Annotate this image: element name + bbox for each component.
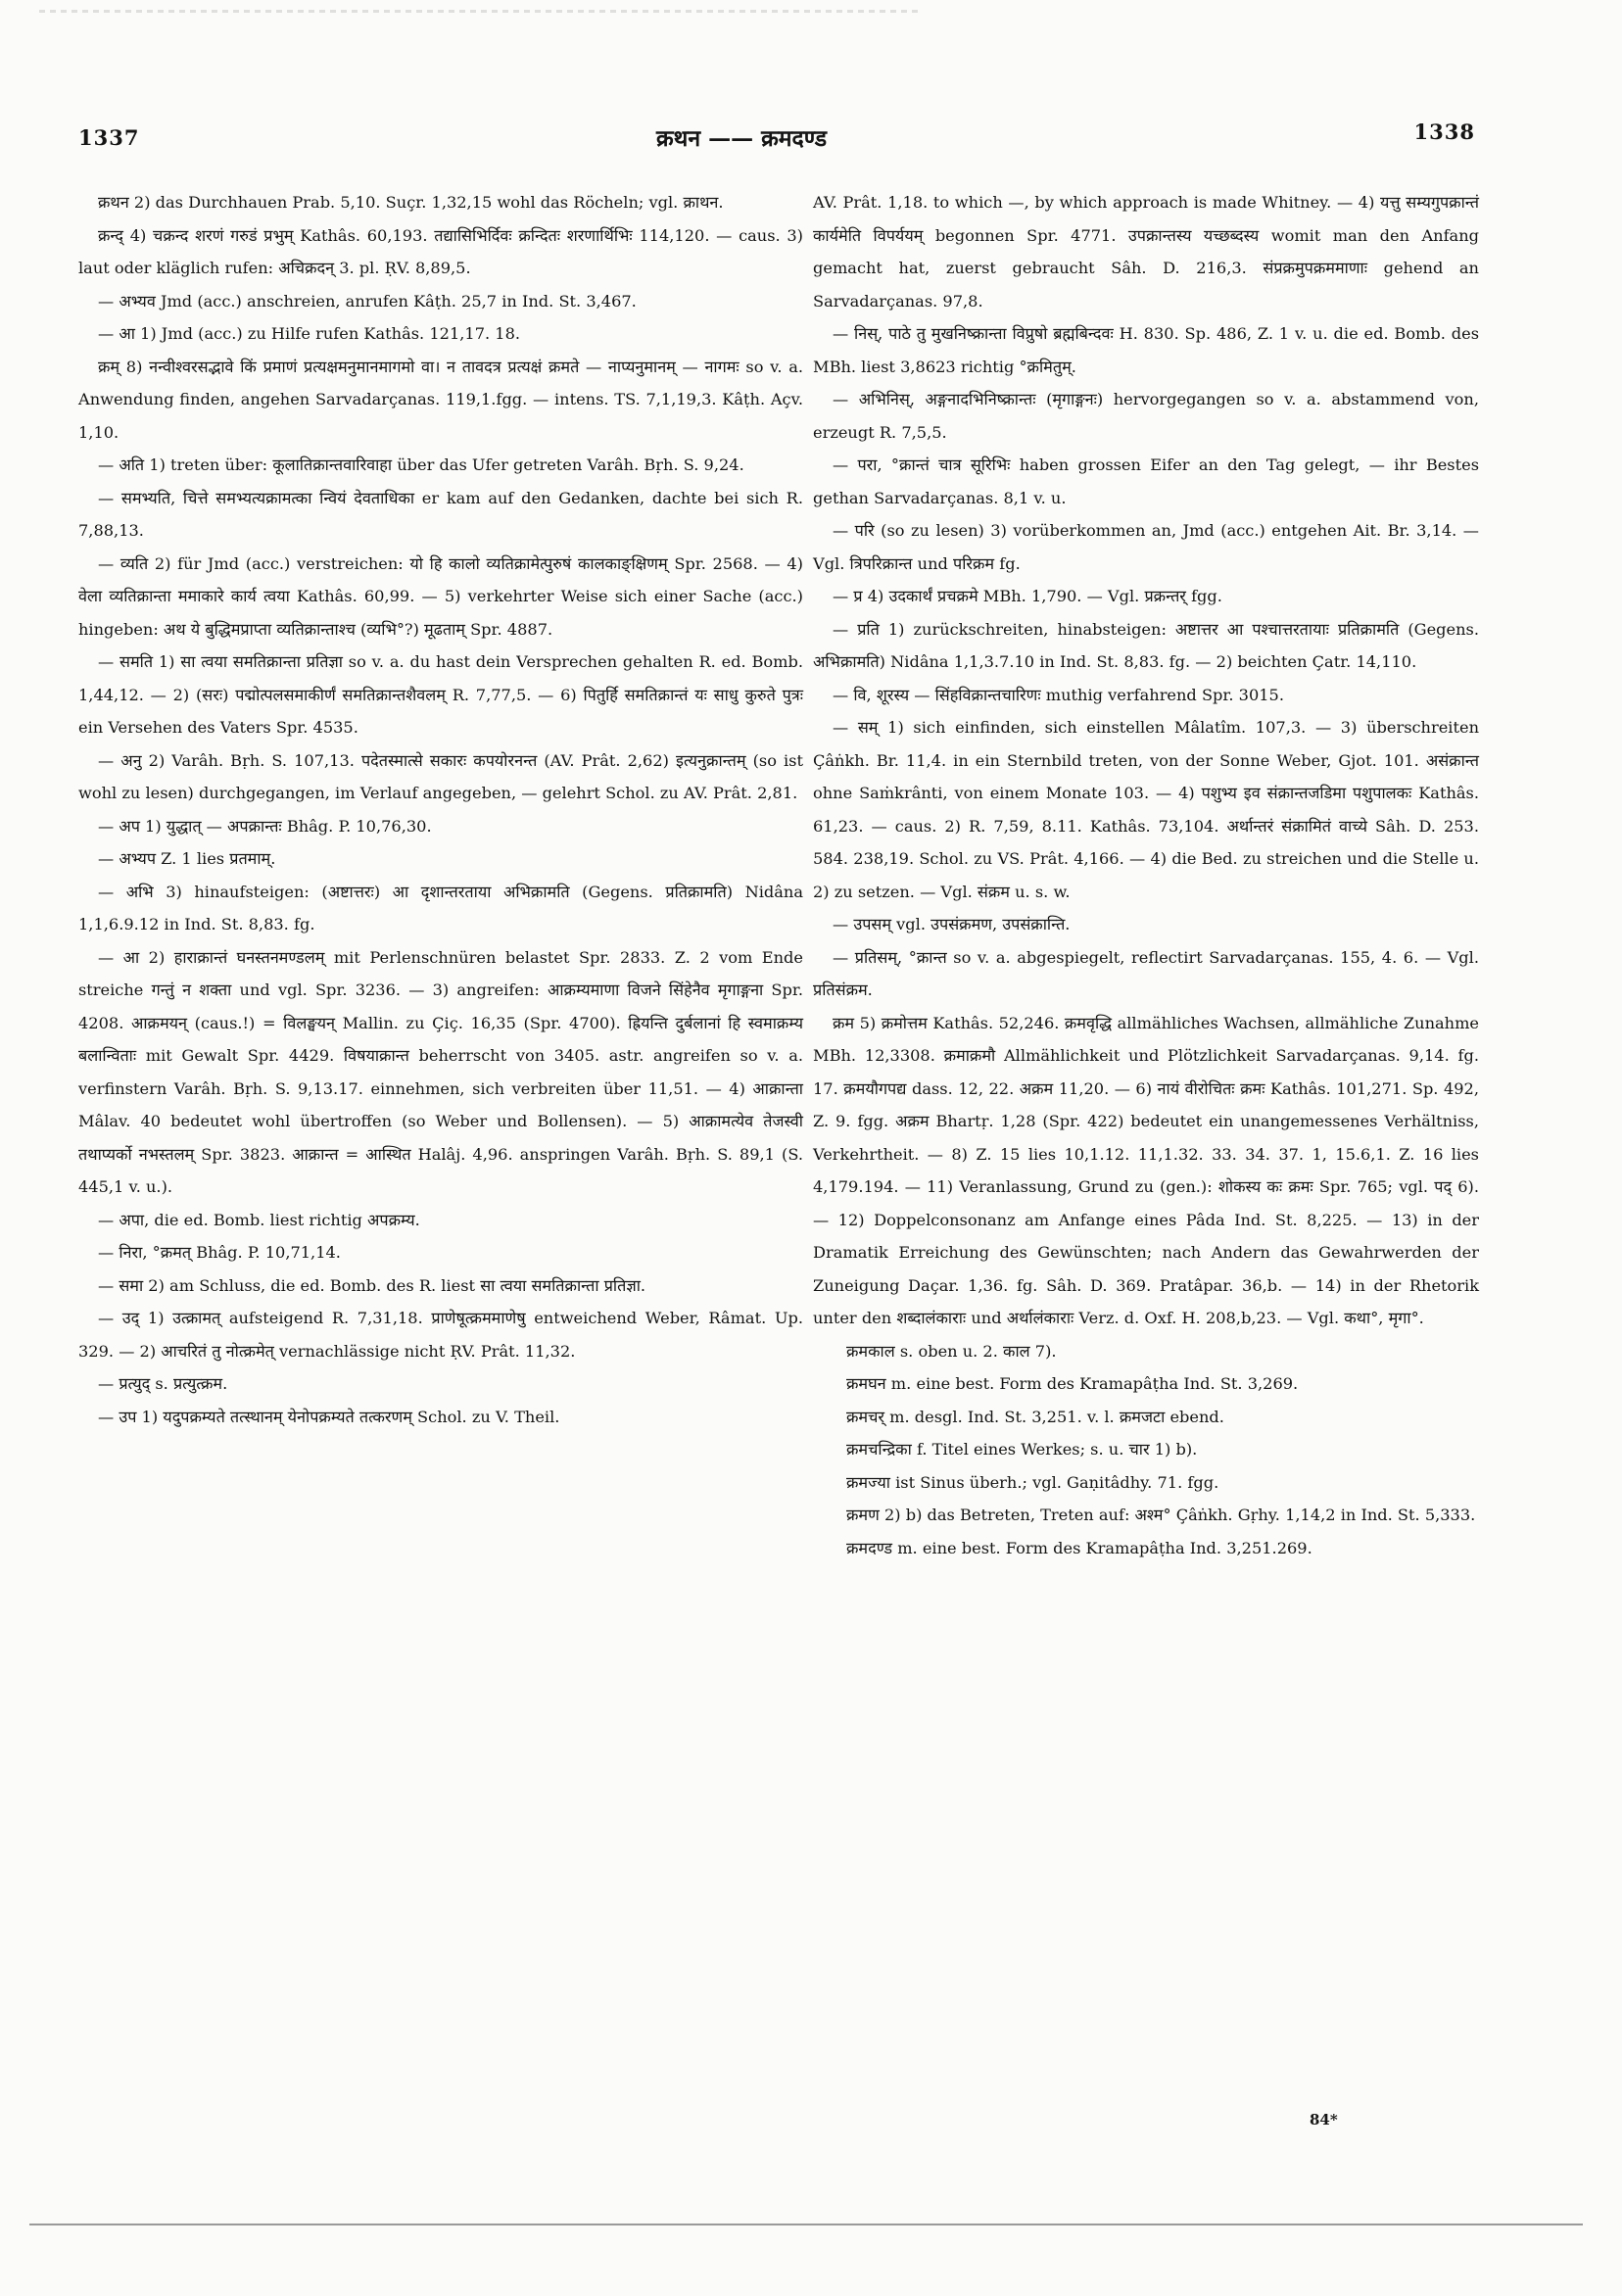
left-column xyxy=(78,186,803,1433)
entry-paragraph: क्रमचर् m. desgl. Ind. St. 3,251. v. l. क्रमजटा ebend. xyxy=(846,1407,1224,1426)
entry-paragraph: — सम् 1) sich einfinden, sich einstellen Mâlatîm. 107,3. — 3) überschreiten Çâṅkh. Br. 11,4. in ein Sternbild treten, von der Sonne Weber, Gjot. 101. असंक्रान्त ohne Saṁkrânti, von einem Monate 103. — 4) पशुभ्य इव संक्रान्तजडिमा पशुपालकः Kathâs. 61,23. — caus. 2) R. 7,59, 8.11. Kathâs. 73,104. अर्थान्तरं संक्रामितं वाच्ये Sâh. D. 253. 584. 238,19. Schol. zu VS. Prât. 4,166. — 4) die Bed. zu streichen und die Stelle u. 2) zu setzen. — Vgl. संक्रम u. s. w. xyxy=(813,718,1479,901)
entry-paragraph: — उद् 1) उत्क्रामत् aufsteigend R. 7,31,18. प्राणेषूत्क्रममाणेषु entweichend Weber, Râmat. Up. 329. — 2) आचरितं तु नोत्क्रमेत् vernachlässige nicht ṚV. Prât. 11,32. xyxy=(78,1309,803,1361)
entry-paragraph: क्रथन 2) das Durchhauen Prab. 5,10. Suçr. 1,32,15 wohl das Röcheln; vgl. क्राथन. xyxy=(98,193,724,212)
entry-paragraph: — उपसम् vgl. उपसंक्रमण, उपसंक्रान्ति. xyxy=(833,915,1071,933)
entry-paragraph: क्रम 5) क्रमोत्तम Kathâs. 52,246. क्रमवृद्धि allmähliches Wachsen, allmähliche Zunahme MBh. 12,3308. क्रमाक्रमौ Allmählichkeit und Plötzlichkeit Sarvadarçanas. 9,14. fg. 17. क्रमयौगपद्य dass. 12, 22. अक्रम 11,20. — 6) नायं वीरोचितः क्रमः Kathâs. 101,271. Sp. 492, Z. 9. fgg. अक्रम Bhartṛ. 1,28 (Spr. 422) bedeutet ein unangemessenes Verhältniss, Verkehrtheit. — 8) Z. 15 lies 10,1.12. 11,1.32. 33. 34. 37. 1, 15.6,1. Z. 16 lies 4,179.194. — 11) Veranlassung, Grund zu (gen.): शोकस्य कः क्रमः Spr. 765; vgl. पद् 6). — 12) Doppelconsonanz am Anfange eines Pâda Ind. St. 8,225. — 13) in der Dramatik Erreichung des Gewünschten; nach Andern das Gewahrwerden der Zuneigung Daçar. 1,36. fg. Sâh. D. 369. Pratâpar. 36,b. — 14) in der Rhetorik unter den शब्दालंकाराः und अर्थालंकाराः Verz. d. Oxf. H. 208,b,23. — Vgl. कथा°, मृगा°. xyxy=(813,1013,1479,1327)
page-number-right: 1338 xyxy=(1413,120,1475,144)
entry-paragraph: क्रमघन m. eine best. Form des Kramapâṭha Ind. St. 3,269. xyxy=(846,1374,1299,1393)
entry-paragraph: — समति 1) सा त्वया समतिक्रान्ता प्रतिज्ञा so v. a. du hast dein Versprechen gehalten R. ed. Bomb. 1,44,12. — 2) (सरः) पद्मोत्पलसमाकीर्णं समतिक्रान्तशैवलम् R. 7,77,5. — 6) पितुर्हि समतिक्रान्तं यः साधु कुरुते पुत्रः ein Versehen des Vaters Spr. 4535. xyxy=(78,652,803,737)
page-header xyxy=(78,120,1475,165)
entry-paragraph: — अभिनिस्, अङ्गनादभिनिष्क्रान्तः (मृगाङ्गनः) hervorgegangen so v. a. abstammend von, erzeugt R. 7,5,5. xyxy=(813,390,1479,442)
entry-paragraph: — प्रत्युद् s. प्रत्युत्क्रम. xyxy=(98,1374,228,1393)
entry-paragraph: — उप 1) यदुपक्रम्यते तत्स्थानम् येनोपक्रम्यते तत्करणम् Schol. zu V. Theil. xyxy=(98,1407,560,1426)
right-column xyxy=(813,186,1479,1564)
scan-artifact xyxy=(39,10,921,13)
entry-paragraph: — आ 1) Jmd (acc.) zu Hilfe rufen Kathâs. 121,17. 18. xyxy=(98,324,521,343)
entry-paragraph: — प्रतिसम्, °क्रान्त so v. a. abgespiegelt, reflectirt Sarvadarçanas. 155, 4. 6. — Vgl. प्रतिसंक्रम. xyxy=(813,947,1479,999)
entry-paragraph: — आ 2) हाराक्रान्तं घनस्तनमण्डलम् mit Perlenschnüren belastet Spr. 2833. Z. 2 vom Ende streiche गन्तुं न शक्ता und vgl. Spr. 3236. — 3) angreifen: आक्रम्यमाणा विजने सिंहेनैव मृगाङ्गना Spr. 4208. आक्रमयन् (caus.!) = विलङ्घयन् Mallin. zu Çiç. 16,35 (Spr. 4700). ह्रियन्ति दुर्बलानां हि स्वमाक्रम्य बलान्विताः mit Gewalt Spr. 4429. विषयाक्रान्त beherrscht von 3405. astr. angreifen so v. a. verfinstern Varâh. Bṛh. S. 9,13.17. einnehmen, sich verbreiten über 11,51. — 4) आक्रान्ता Mâlav. 40 bedeutet wohl übertroffen (so Weber und Bollensen). — 5) आक्रामत्येव तेजस्वी तथाप्यर्को नभस्तलम् Spr. 3823. आक्रान्त = आस्थित Halâj. 4,96. anspringen Varâh. Bṛh. S. 89,1 (S. 445,1 v. u.). xyxy=(78,947,803,1196)
entry-paragraph: — वि, शूरस्य — सिंहविक्रान्तचारिणः muthig verfahrend Spr. 3015. xyxy=(833,685,1284,704)
entry-paragraph: क्रमचन्द्रिका f. Titel eines Werkes; s. u. चार 1) b). xyxy=(846,1440,1198,1459)
entry-paragraph: — निरा, °क्रमत् Bhâg. P. 10,71,14. xyxy=(98,1243,341,1262)
entry-paragraph: — समा 2) am Schluss, die ed. Bomb. des R. liest सा त्वया समतिक्रान्ता प्रतिज्ञा. xyxy=(98,1275,646,1295)
entry-paragraph: — प्रति 1) zurückschreiten, hinabsteigen: अष्टात्तर आ पश्चात्तरतायाः प्रतिक्रामति (Gegens. अभिक्रामति) Nidâna 1,1,3.7.10 in Ind. St. 8,83. fg. — 2) beichten Çatr. 14,110. xyxy=(813,619,1479,671)
entry-paragraph: — अभ्यव Jmd (acc.) anschreien, anrufen Kâṭh. 25,7 in Ind. St. 3,467. xyxy=(98,291,637,311)
entry-paragraph: — अति 1) treten über: कूलातिक्रान्तवारिवाहा über das Ufer getreten Varâh. Bṛh. S. 9,24. xyxy=(98,455,744,474)
bottom-rule xyxy=(29,2224,1583,2225)
entry-paragraph: — निस्, पाठे तु मुखनिष्क्रान्ता विप्रुषो ब्रह्मबिन्दवः H. 830. Sp. 486, Z. 1 v. u. die ed. Bomb. des MBh. liest 3,8623 richtig °क्रमितुम्. xyxy=(813,324,1479,376)
entry-paragraph: क्रन्द् 4) चक्रन्द शरणं गरुडं प्रभुम् Kathâs. 60,193. तद्यासिभिर्दिवः क्रन्दितः शरणार्थिभिः 114,120. — caus. 3) laut oder kläglich rufen: अचिक्रदन् 3. pl. ṚV. 8,89,5. xyxy=(78,225,803,277)
entry-paragraph: AV. Prât. 1,18. to which —, by which approach is made Whitney. — 4) यत्तु सम्यगुपक्रान्तं कार्यमेति विपर्ययम् begonnen Spr. 4771. उपक्रान्तस्य यच्छब्दस्य womit man den Anfang gemacht hat, zuerst gebraucht Sâh. D. 216,3. संप्रक्रमुपक्रममाणाः gehend an Sarvadarçanas. 97,8. xyxy=(813,193,1479,311)
entry-paragraph: — परा, °क्रान्तं चात्र सूरिभिः haben grossen Eifer an den Tag gelegt, — ihr Bestes gethan Sarvadarçanas. 8,1 v. u. xyxy=(813,455,1479,507)
entry-paragraph: — प्र 4) उदकार्थं प्रचक्रमे MBh. 1,790. — Vgl. प्रक्रन्तर् fgg. xyxy=(833,587,1222,605)
signature-mark: 84* xyxy=(1310,2111,1338,2129)
entry-paragraph: क्रमदण्ड m. eine best. Form des Kramapâṭha Ind. 3,251.269. xyxy=(846,1538,1312,1557)
entry-paragraph: — अप 1) युद्धात् — अपक्रान्तः Bhâg. P. 10,76,30. xyxy=(98,816,432,836)
entry-paragraph: क्रमज्या ist Sinus überh.; vgl. Gaṇitâdhy. 71. fgg. xyxy=(846,1472,1219,1492)
entry-paragraph: — अभि 3) hinaufsteigen: (अष्टात्तरः) आ दृशान्तरताया अभिक्रामति (Gegens. प्रतिक्रामति) Nidâna 1,1,6.9.12 in Ind. St. 8,83. fg. xyxy=(78,882,803,933)
running-head: क्रथन —— क्रमदण्ड xyxy=(656,125,828,152)
entry-paragraph: क्रमकाल s. oben u. 2. काल 7). xyxy=(846,1341,1057,1361)
entry-paragraph: — परि (so zu lesen) 3) vorüberkommen an, Jmd (acc.) entgehen Ait. Br. 3,14. — Vgl. त्रिपरिक्रान्त und परिक्रम fg. xyxy=(813,521,1479,573)
entry-paragraph: — अनु 2) Varâh. Bṛh. S. 107,13. पदेतस्मात्से सकारः कपयोरनन्त (AV. Prât. 2,62) इत्यनुक्रान्तम् (so ist wohl zu lesen) durchgegangen, im Verlauf angegeben, — gelehrt Schol. zu AV. Prât. 2,81. xyxy=(78,750,803,802)
entry-paragraph: क्रमण 2) b) das Betreten, Treten auf: अश्म° Çâṅkh. Gṛhy. 1,14,2 in Ind. St. 5,333. xyxy=(846,1506,1476,1524)
entry-paragraph: — अपा, die ed. Bomb. liest richtig अपक्रम्य. xyxy=(98,1210,420,1229)
entry-paragraph: — समभ्यति, चित्ते समभ्यत्यक्रामत्का न्वियं देवताधिका er kam auf den Gedanken, dachte bei sich R. 7,88,13. xyxy=(78,488,803,540)
page-number-left: 1337 xyxy=(78,125,140,150)
entry-paragraph: — व्यति 2) für Jmd (acc.) verstreichen: यो हि कालो व्यतिक्रामेत्पुरुषं कालकाङ्क्षिणम् Spr. 2568. — 4) वेला व्यतिक्रान्ता ममाकारे कार्य त्वया Kathâs. 60,99. — 5) verkehrter Weise sich einer Sache (acc.) hingeben: अथ ये बुद्धिमप्राप्ता व्यतिक्रान्ताश्च (व्यभि°?) मूढताम् Spr. 4887. xyxy=(78,553,803,639)
entry-paragraph: क्रम् 8) नन्वीश्वरसद्भावे किं प्रमाणं प्रत्यक्षमनुमानमागमो वा। न तावदत्र प्रत्यक्षं क्रमते — नाप्यनुमानम् — नागमः so v. a. Anwendung finden, angehen Sarvadarçanas. 119,1.fgg. — intens. TS. 7,1,19,3. Kâṭh. Açv. 1,10. xyxy=(78,357,803,442)
entry-paragraph: — अभ्यप Z. 1 lies प्रतमाम्. xyxy=(98,849,276,868)
